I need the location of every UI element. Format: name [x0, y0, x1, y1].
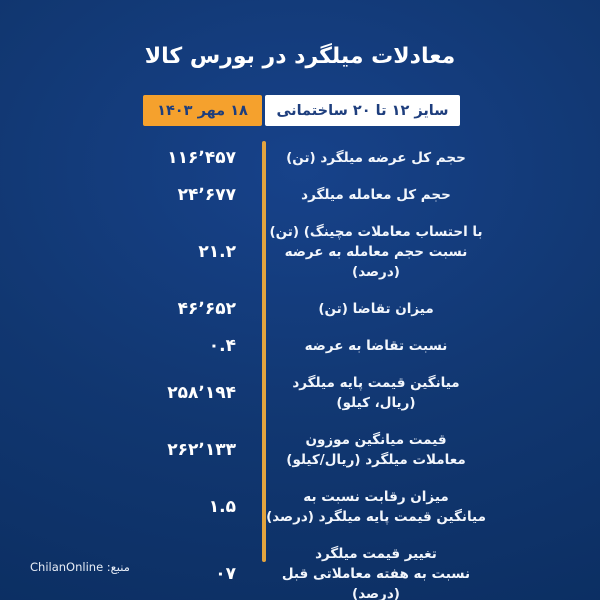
row-label-line: حجم کل معامله میلگرد	[301, 187, 451, 203]
row-value-text: ۲۶۲٬۱۳۳	[167, 440, 236, 460]
row-value-text: ۰۷	[215, 564, 236, 584]
stats-table	[0, 148, 600, 600]
row-value-text: ۲۴٬۶۷۷	[177, 185, 236, 205]
table-row	[0, 299, 600, 319]
row-label-line: تغییر قیمت میلگرد	[315, 546, 437, 562]
source-credit: منبع: ChilanOnline	[30, 560, 130, 574]
page-title: معادلات میلگرد در بورس کالا	[144, 44, 456, 69]
table-row	[0, 373, 600, 413]
row-label-line: نسبت به هفته معاملاتی قبل (درصد)	[281, 566, 471, 600]
row-value	[0, 185, 262, 205]
table-row	[0, 487, 600, 527]
row-label-line: حجم کل عرضه میلگرد (تن)	[286, 150, 466, 166]
row-value	[0, 383, 262, 403]
row-label	[262, 544, 490, 600]
row-value-text: ۱.۵	[208, 497, 236, 517]
row-label	[262, 148, 490, 168]
row-label-line: معاملات میلگرد (ریال/کیلو)	[286, 452, 466, 468]
table-row	[0, 222, 600, 282]
row-value	[0, 336, 262, 356]
row-label-line: میزان رقابت نسبت به	[303, 489, 449, 505]
date-badge	[143, 95, 262, 126]
row-value-text: ۲۱.۲	[198, 242, 236, 262]
row-value-text: ۱۱۶٬۴۵۷	[167, 148, 236, 168]
row-label	[262, 336, 490, 356]
row-label-line: میانگین قیمت پایه میلگرد	[292, 375, 460, 391]
date-badge-label: ۱۸ مهر ۱۴۰۳	[157, 102, 248, 119]
row-label	[262, 222, 490, 282]
row-label-line: (ریال، کیلو)	[336, 395, 416, 411]
size-badge	[265, 95, 460, 126]
row-label-line: با احتساب معاملات مچینگ) (تن)	[269, 224, 483, 240]
row-label-line: میزان تقاضا (تن)	[318, 301, 434, 317]
row-label	[262, 430, 490, 470]
row-label	[262, 373, 490, 413]
table-row	[0, 148, 600, 168]
row-value	[0, 299, 262, 319]
row-value-text: ۲۵۸٬۱۹۴	[167, 383, 236, 403]
table-row	[0, 336, 600, 356]
row-value	[0, 440, 262, 460]
row-value-text: ۰.۴	[208, 336, 236, 356]
row-value	[0, 242, 262, 262]
size-badge-label: سایز ۱۲ تا ۲۰ ساختمانی	[276, 102, 449, 119]
table-row	[0, 185, 600, 205]
row-label	[262, 299, 490, 319]
header-bar	[0, 95, 600, 126]
row-label-line: قیمت میانگین موزون	[305, 432, 447, 448]
row-value-text: ۴۶٬۶۵۲	[177, 299, 236, 319]
row-label	[262, 487, 490, 527]
row-label-line: نسبت حجم معامله به عرضه (درصد)	[284, 244, 468, 280]
row-value	[0, 497, 262, 517]
row-label	[262, 185, 490, 205]
table-row	[0, 430, 600, 470]
row-label-line: نسبت تقاضا به عرضه	[304, 338, 448, 354]
row-value	[0, 148, 262, 168]
row-label-line: میانگین قیمت پایه میلگرد (درصد)	[266, 509, 486, 525]
